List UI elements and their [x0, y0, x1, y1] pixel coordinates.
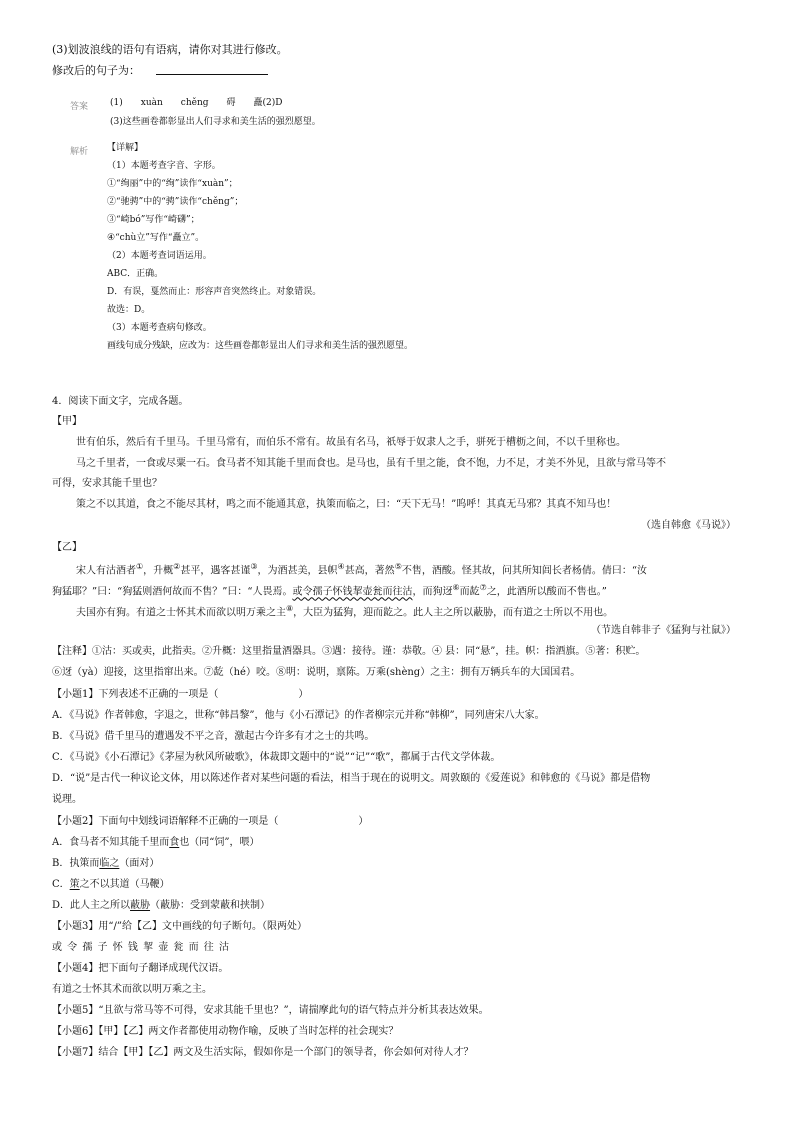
passage-yi-paragraph: 宋人有沽酒者①，升概②甚平，遇客甚谨③，为酒甚美，县帜④甚高，著然⑤不售，酒酸。怪其故，问其所知闾长者杨倩。倩曰：“汝 [76, 562, 647, 577]
analysis-line: ②“驰骋”中的“骋”读作“chěng”； [107, 197, 244, 207]
analysis-line: ④“chù立”写作“矗立”。 [107, 233, 205, 243]
option-d[interactable]: D．“说”是古代一种议论文体，用以陈述作者对某些问题的看法，相当于现在的说明文。周敦颐的《爱莲说》和韩愈的《马说》都是借物 [52, 773, 651, 784]
sub-question-3: 【小题3】用“/”给【乙】文中画线的句子断句。（限两处） [52, 921, 307, 932]
annotation-notes: 【注释】①沽：买或卖，此指卖。②升概：这里指量酒器具。③遇：接待。谨：恭敬。④ 县：同“悬”，挂。帜：指酒旗。⑤著：积贮。 [52, 646, 646, 657]
option-a[interactable]: A．《马说》作者韩愈，字退之，世称“韩昌黎”，他与《小石潭记》的作者柳宗元并称“韩柳”，同列唐宋八大家。 [52, 710, 545, 721]
analysis-line: ①“绚丽”中的“绚”读作“xuàn”； [107, 179, 238, 189]
analysis-line: ③“崎bó”写作“崎礴”； [107, 215, 200, 225]
option-b[interactable]: B．执策而临之（面对） [52, 858, 160, 869]
revised-sentence-label: 修改后的句子为： [52, 64, 140, 77]
passage-jia-paragraph: 可得，安求其能千里也？ [52, 478, 162, 489]
revised-sentence-blank[interactable] [156, 74, 268, 75]
sub-question-7: 【小题7】结合【甲】【乙】两文及生活实际，假如你是一个部门的领导者，你会如何对待人才？ [52, 1047, 474, 1058]
answer-label: 答案 [70, 102, 89, 112]
passage-jia-paragraph: 马之千里者，一食或尽粟一石。食马者不知其能千里而食也。是马也，虽有千里之能，食不饱，力不足，才美不外见，且欲与常马等不 [76, 458, 666, 469]
analysis-line: 【详解】 [107, 143, 144, 153]
question-4-intro: 4．阅读下面文字，完成各题。 [52, 396, 189, 407]
passage-jia-label: 【甲】 [52, 416, 82, 427]
question-3-prompt: (3)划波浪线的语句有语病，请你对其进行修改。 [52, 43, 288, 56]
analysis-label: 解析 [70, 147, 89, 157]
sub-question-2: 【小题2】下面句中划线词语解释不正确的一项是（ ） [52, 816, 369, 827]
option-b[interactable]: B．《马说》借千里马的遭遇发不平之音，激起古今许多有才之士的共鸣。 [52, 731, 375, 742]
annotation-notes: ⑥迓（yà）迎接，这里指窜出来。⑦龁（hé）咬。⑧明：说明，禀陈。万乘(shèng）之主：拥有万辆兵车的大国国君。 [52, 667, 581, 678]
passage-jia-paragraph: 世有伯乐，然后有千里马。千里马常有，而伯乐不常有。故虽有名马，祇辱于奴隶人之手，骈死于槽枥之间，不以千里称也。 [76, 437, 626, 448]
passage-jia-paragraph: 策之不以其道，食之不能尽其材，鸣之而不能通其意，执策而临之，曰：“天下无马！”呜呼！其真无马邪？其真不知马也！ [76, 499, 617, 510]
sub-question-6: 【小题6】【甲】【乙】两文作者都使用动物作喻，反映了当时怎样的社会现实？ [52, 1026, 399, 1037]
answer-line-2: (3)这些画卷都彰显出人们寻求和美生活的强烈愿望。 [110, 117, 321, 127]
option-d-continued: 说理。 [52, 794, 82, 805]
option-d[interactable]: D．此人主之所以蔽胁（蔽胁：受到蒙蔽和挟制） [52, 900, 271, 911]
sentence-to-translate: 有道之士怀其术而欲以明万乘之主。 [52, 984, 212, 995]
underlined-sentence: 或令孺子怀钱挈壶瓮而往沽 [292, 586, 413, 598]
sentence-to-punctuate: 或 令 孺 子 怀 钱 挈 壶 瓮 而 往 沽 [52, 942, 230, 953]
passage-jia-source: （选自韩愈《马说》） [641, 520, 736, 531]
analysis-line: （1）本题考查字音、字形。 [107, 161, 221, 171]
passage-yi-paragraph: 狗猛耶？”曰：“狗猛则酒何故而不售？”曰：“人畏焉。或令孺子怀钱挈壶瓮而往沽，而狗迓⑥而龁⑦之，此酒所以酸而不售也。” [52, 583, 607, 598]
passage-yi-source: （节选自韩非子《猛狗与社鼠》） [591, 625, 736, 636]
passage-yi-label: 【乙】 [52, 542, 82, 553]
sub-question-4: 【小题4】把下面句子翻译成现代汉语。 [52, 963, 229, 974]
sub-question-5: 【小题5】“且欲与常马等不可得，安求其能千里也？”，请揣摩此句的语气特点并分析其表达效果。 [52, 1005, 489, 1016]
sub-question-1: 【小题1】下列表述不正确的一项是（ ） [52, 689, 309, 700]
option-c[interactable]: C．《马说》《小石潭记》《茅屋为秋风所破歌》，体裁即文题中的“说”“记”“歌”，都属于古代文学体裁。 [52, 752, 501, 763]
analysis-line: （3）本题考查病句修改。 [107, 323, 212, 333]
analysis-line: D．有误，戛然而止：形容声音突然终止。对象错误。 [107, 287, 322, 297]
answer-line-1: (1) xuàn chěng 碍 矗(2)D [110, 98, 283, 108]
analysis-line: 故选：D。 [107, 305, 151, 315]
passage-yi-paragraph: 夫国亦有狗。有道之士怀其术而欲以明万乘之主⑧，大臣为猛狗，迎而龁之。此人主之所以蔽胁，而有道之士所以不用也。 [76, 604, 614, 619]
option-a[interactable]: A．食马者不知其能千里而食也（同“饲”，喂） [52, 837, 260, 848]
analysis-line: （2）本题考查词语运用。 [107, 251, 212, 261]
analysis-line: ABC．正确。 [107, 269, 164, 279]
option-c[interactable]: C．策之不以其道（马鞭） [52, 879, 170, 890]
analysis-line: 画线句成分残缺，应改为：这些画卷都彰显出人们寻求和美生活的强烈愿望。 [107, 341, 414, 351]
